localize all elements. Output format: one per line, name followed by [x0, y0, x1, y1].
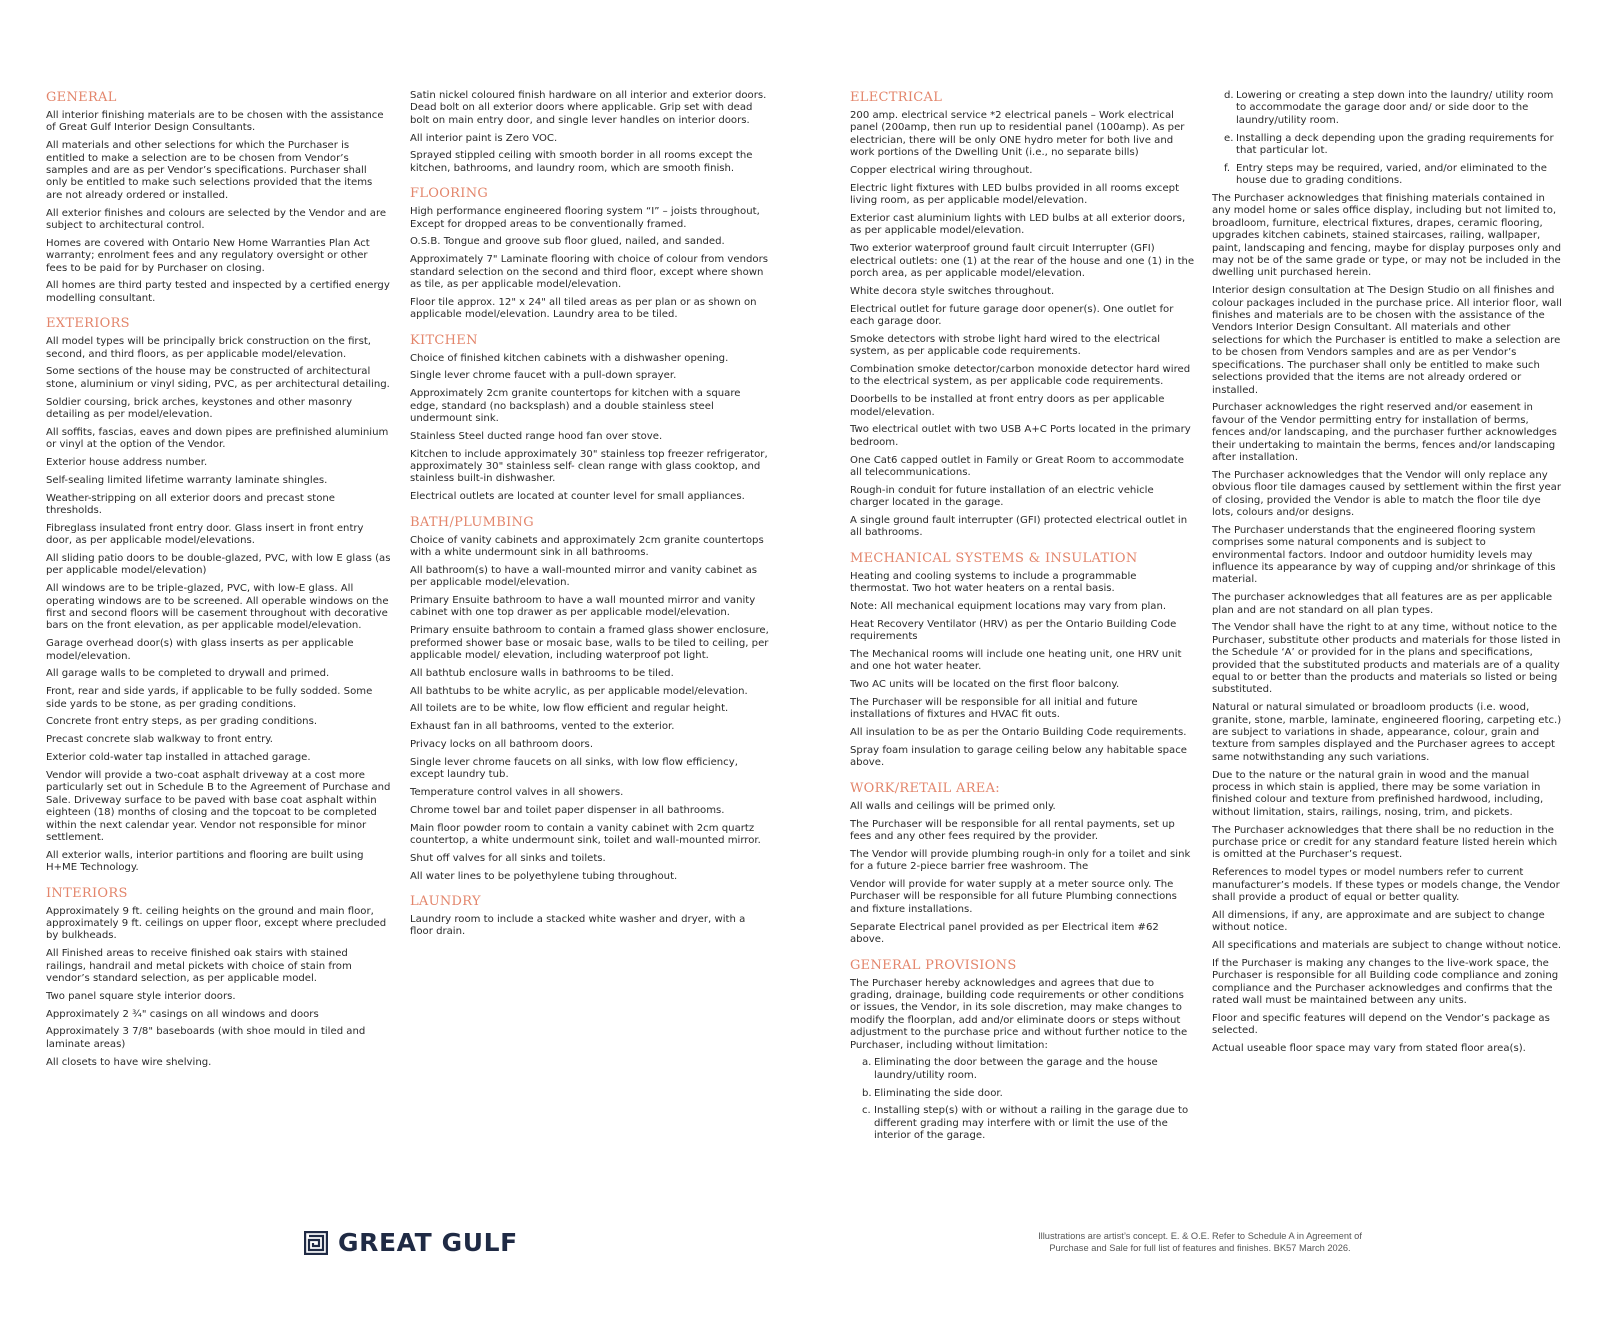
list-item-letter: e. [1224, 132, 1234, 144]
feature-item: All materials and other selections for which the Purchaser is entitled to make a selection are to be chosen from Vendor’s samples and are as per Vendor’s specifications. Purchaser shall only be entitled to make such selections provided that the items are not already ordered or installed. [46, 140, 373, 201]
feature-item: All water lines to be polyethylene tubing throughout. [410, 870, 678, 882]
feature-item: Two AC units will be located on the first floor balcony. [850, 679, 1120, 691]
list-item-text: Installing step(s) with or without a railing in the garage due to different grading may interfere with or limit the use of the interior of the garage. [874, 1105, 1189, 1142]
list-item-letter: b. [862, 1087, 872, 1099]
feature-item: Some sections of the house may be constructed of architectural stone, aluminium or vinyl siding, PVC, as per architectural detailing. [46, 366, 390, 390]
footer-disclaimer [1000, 1230, 1400, 1254]
feature-item: Sprayed stippled ceiling with smooth border in all rooms except the kitchen, bathrooms, and laundry room, which are smooth finish. [410, 150, 753, 174]
column-1 [46, 90, 391, 1080]
feature-item: Exterior cold-water tap installed in attached garage. [46, 752, 311, 764]
feature-item: All bathroom(s) to have a wall-mounted mirror and vanity cabinet as per applicable model/elevation. [410, 564, 758, 589]
feature-item: All closets to have wire shelving. [46, 1056, 212, 1068]
feature-item: The Mechanical rooms will include one heating unit, one HRV unit and one hot water heater. [850, 649, 1182, 673]
section-heading: INTERIORS [46, 885, 128, 901]
feature-item: Approximately 2 ¾" casings on all windows and doors [46, 1008, 319, 1020]
feature-item: Heat Recovery Ventilator (HRV) as per the Ontario Building Code requirements [850, 618, 1177, 643]
section-electrical [850, 90, 1195, 540]
feature-item: Laundry room to include a stacked white washer and dryer, with a floor drain. [410, 914, 746, 938]
feature-item: Kitchen to include approximately 30" stainless top freezer refrigerator, approximately 30" stainless self- clean range with glass cooktop, and stainless built-in dishwasher. [410, 448, 768, 485]
feature-item: Single lever chrome faucets on all sinks, with low flow efficiency, except laundry tub. [410, 756, 738, 781]
feature-item: Rough-in conduit for future installation of an electric vehicle charger located in the garage. [850, 484, 1154, 509]
list-item-letter: c. [862, 1105, 871, 1117]
column-2 [410, 90, 770, 950]
section-work-retail-area [850, 781, 1195, 947]
feature-item: Approximately 7" Laminate flooring with choice of colour from vendors standard selection on the second and third floor, except where shown as tile, as per applicable model/elevation. [410, 254, 769, 291]
feature-item: Exterior cast aluminium lights with LED bulbs at all exterior doors, as per applicable model/elevation. [850, 213, 1186, 237]
feature-item: Shut off valves for all sinks and toilets. [410, 852, 606, 864]
feature-item: The Purchaser will be responsible for all initial and future installations of fixtures and HVAC fit outs. [850, 697, 1138, 721]
section-exteriors [46, 316, 391, 874]
list-item-letter: d. [1224, 90, 1234, 101]
feature-item: Single lever chrome faucet with a pull-down sprayer. [410, 370, 677, 382]
feature-item: High performance engineered flooring system “I” – joists throughout, Except for dropped areas to be conventionally framed. [410, 206, 760, 230]
provision-item: The purchaser acknowledges that all features are as per applicable plan and are not standard on all plan types. [1212, 592, 1553, 616]
feature-item: All interior paint is Zero VOC. [410, 132, 558, 144]
lettered-list-item [850, 1057, 1195, 1082]
feature-item: Garage overhead door(s) with glass inserts as per applicable model/elevation. [46, 638, 354, 662]
list-item-text: Lowering or creating a step down into the laundry/ utility room to accommodate the garage door and/ or side door to the laundry/utility room. [1236, 90, 1554, 126]
feature-item: Spray foam insulation to garage ceiling below any habitable space above. [850, 745, 1187, 769]
lettered-list-item [1212, 90, 1562, 127]
feature-item: Homes are covered with Ontario New Home Warranties Plan Act warranty; enrolment fees and any regulatory oversight or other fees to be paid for by Purchaser on closing. [46, 237, 370, 274]
provision-item: Due to the nature or the natural grain in wood and the manual process in which stain is applied, there may be some variation in finished colour and texture from prefinished hardwood, including, without limitation, stairs, railings, nosing, trim, and pickets. [1212, 769, 1544, 818]
feature-item: Self-sealing limited lifetime warranty laminate shingles. [46, 474, 328, 486]
feature-item: Choice of finished kitchen cabinets with a dishwasher opening. [410, 352, 729, 364]
feature-item: O.S.B. Tongue and groove sub floor glued, nailed, and sanded. [410, 236, 725, 248]
feature-item: All model types will be principally brick construction on the first, second, and third floors, as per applicable model/elevation. [46, 336, 372, 360]
feature-item: All bathtubs to be white acrylic, as per applicable model/elevation. [410, 685, 748, 697]
feature-item: All walls and ceilings will be primed only. [850, 800, 1056, 812]
feature-item: All exterior finishes and colours are selected by the Vendor and are subject to architectural control. [46, 207, 387, 232]
feature-item: Primary ensuite bathroom to contain a framed glass shower enclosure, preformed shower base or mosaic base, walls to be tiled to ceiling, per applicable model/ elevation, including waterproof pot light. [410, 625, 769, 662]
lettered-list [1212, 90, 1562, 188]
provision-item: All specifications and materials are subject to change without notice. [1212, 940, 1562, 952]
feature-item: Fibreglass insulated front entry door. Glass insert in front entry door, as per applicable model/elevations. [46, 522, 364, 547]
provision-item: All dimensions, if any, are approximate and are subject to change without notice. [1212, 909, 1545, 934]
provision-item: Interior design consultation at The Design Studio on all finishes and colour packages included in the purchase price. All interior floor, wall finishes and materials are to be chosen with the assistance of the Vendors Interior Design Consultant. All materials and other selections for which the Purchaser is entitled to make a selection are to be chosen from Vendors samples and are as per Vendor’s specifications. The purchaser shall only be entitled to make such selections provided that the items are not already ordered or installed. [1212, 285, 1562, 396]
list-item-letter: a. [862, 1057, 872, 1069]
feature-item: Floor tile approx. 12" x 24" all tiled areas as per plan or as shown on applicable model/elevation. Laundry area to be tiled. [410, 296, 757, 321]
section-general-provisions [850, 958, 1195, 1143]
feature-item: Two electrical outlet with two USB A+C Ports located in the primary bedroom. [850, 424, 1191, 448]
section-heading: ELECTRICAL [850, 90, 943, 105]
footer-line-2: Purchase and Sale for full list of features and finishes. BK57 March 2026. [1049, 1243, 1351, 1253]
feature-item: Chrome towel bar and toilet paper dispenser in all bathrooms. [410, 804, 725, 816]
lettered-list [850, 1057, 1195, 1142]
feature-item: All insulation to be as per the Ontario Building Code requirements. [850, 727, 1187, 739]
column-4 [1212, 90, 1562, 1066]
feature-item: Two exterior waterproof ground fault circuit Interrupter (GFI) electrical outlets: one (1) at the rear of the house and one (1) in the porch area, as per applicable model/elevation. [850, 243, 1195, 280]
provision-item: References to model types or model numbers refer to current manufacturer’s models. If these types or models change, the Vendor shall provide a product of equal or better quality. [1212, 867, 1560, 904]
section-heading: BATH/PLUMBING [410, 514, 534, 530]
feature-item: Smoke detectors with strobe light hard wired to the electrical system, as per applicable code requirements. [850, 333, 1161, 358]
feature-item: Temperature control valves in all showers. [410, 787, 624, 799]
feature-item: Front, rear and side yards, if applicable to be fully sodded. Some side yards to be stone, as per grading conditions. [46, 686, 373, 710]
feature-item: Main floor powder room to contain a vanity cabinet with 2cm quartz countertop, a white undermount sink, toilet and wall-mounted mirror. [410, 822, 761, 847]
section-kitchen [410, 333, 770, 504]
section-flooring [410, 186, 770, 321]
feature-item: All windows are to be triple-glazed, PVC, with low-E glass. All operating windows are to be screened. All operable windows on the first and second floors will be casement throughout with decorative bars on the front elevation, as per applicable model/elevation. [46, 583, 389, 632]
feature-item: One Cat6 capped outlet in Family or Great Room to accommodate all telecommunications. [850, 454, 1184, 479]
feature-item: Separate Electrical panel provided as per Electrical item #62 above. [850, 921, 1159, 946]
section-laundry [410, 894, 770, 939]
provision-item: The Purchaser acknowledges that finishing materials contained in any model home or sales office display, including but not limited to, broadloom, furniture, electrical fixtures, drapes, ceramic flooring, upgrades kitchen cabinets, stained staircases, railing, wallpaper, paint, landscaping and fencing, maybe for display purposes only and may not be of the same grade or type, or may not be included in the dwelling unit purchased herein. [1212, 193, 1562, 279]
provision-item: The Vendor shall have the right to at any time, without notice to the Purchaser, substitute other products and materials for those listed in the Schedule ‘A’ or provided for in the plans and specifications, provided that the substituted products and materials are of a quality equal to or better than the products and materials so listed or being substituted. [1212, 622, 1561, 696]
feature-item: Vendor will provide for water supply at a meter source only. The Purchaser will be responsible for all future Plumbing connections and fixture installations. [850, 879, 1177, 915]
feature-item: Two panel square style interior doors. [46, 990, 236, 1002]
section-heading: GENERAL [46, 90, 117, 105]
section-heading: EXTERIORS [46, 316, 130, 332]
footer-line-1: Illustrations are artist’s concept. E. & O.E. Refer to Schedule A in Agreement of [1038, 1231, 1362, 1241]
feature-item: All Finished areas to receive finished oak stairs with stained railings, handrail and metal pickets with choice of stain from vendor’s standard selection, as per applicable model. [46, 948, 352, 984]
provision-item: The Purchaser understands that the engineered flooring system comprises some natural components and is subject to environmental factors. Indoor and outdoor humidity levels may influence its appearance by way of cupping and/or shrinkage of this material. [1212, 524, 1556, 586]
section-continued [410, 90, 770, 175]
feature-item: Approximately 3 7/8" baseboards (with shoe mould in tiled and laminate areas) [46, 1026, 366, 1050]
section-heading: MECHANICAL SYSTEMS & INSULATION [850, 550, 1138, 566]
lettered-list-item [850, 1088, 1195, 1100]
provision-item: Floor and specific features will depend on the Vendor’s package as selected. [1212, 1012, 1550, 1037]
feature-item: Privacy locks on all bathroom doors. [410, 739, 594, 751]
section-heading: FLOORING [410, 186, 489, 202]
lettered-list-item [1212, 133, 1562, 158]
section-heading: WORK/RETAIL AREA: [850, 780, 1000, 796]
feature-item: Concrete front entry steps, as per grading conditions. [46, 716, 318, 728]
feature-item: The Purchaser will be responsible for all rental payments, set up fees and any other fees required by the provider. [850, 818, 1175, 843]
feature-item: Choice of vanity cabinets and approximately 2cm granite countertops with a white undermount sink in all bathrooms. [410, 534, 764, 559]
feature-item: All bathtub enclosure walls in bathrooms to be tiled. [410, 667, 674, 679]
provision-item: Natural or natural simulated or broadloom products (i.e. wood, granite, stone, marble, laminate, engineered flooring, carpeting etc.) are subject to variations in shade, appearance, colour, grain and texture from samples displayed and the Purchaser agrees to accept same notwithstanding any such variations. [1212, 702, 1562, 763]
list-item-text: Installing a deck depending upon the grading requirements for that particular lot. [1236, 132, 1554, 157]
feature-item: Exhaust fan in all bathrooms, vented to the exterior. [410, 721, 675, 733]
feature-item: Combination smoke detector/carbon monoxide detector hard wired to the electrical system, as per applicable code requirements. [850, 364, 1191, 388]
section-general-provisions-continued [1212, 90, 1562, 1055]
feature-item: All sliding patio doors to be double-glazed, PVC, with low E glass (as per applicable model/elevation) [46, 553, 391, 577]
list-item-letter: f. [1224, 162, 1231, 174]
feature-item: Primary Ensuite bathroom to have a wall mounted mirror and vanity cabinet with one top drawer as per applicable model/elevation. [410, 595, 756, 619]
provision-item: The Purchaser acknowledges that the Vendor will only replace any obvious floor tile damages caused by settlement within the first year of closing, provided the Vendor is able to match the floor tile dye lots, colours and/or designs. [1212, 469, 1562, 518]
lettered-list-item [1212, 163, 1562, 188]
feature-item: Exterior house address number. [46, 457, 208, 469]
feature-item: Approximately 9 ft. ceiling heights on the ground and main floor, approximately 9 ft. ceilings on upper floor, except where precluded by bulkheads. [46, 905, 387, 942]
feature-item: Approximately 2cm granite countertops for kitchen with a square edge, standard (no backsplash) and a double stainless steel undermount sink. [410, 388, 741, 425]
provision-item: Purchaser acknowledges the right reserved and/or easement in favour of the Vendor permitting entry for installation of berms, fences and/or landscaping, and the purchaser further acknowledges their undertaking to maintain the berms, fences and/or landscaping after installation. [1212, 402, 1557, 463]
section-general [46, 90, 391, 305]
feature-item: Doorbells to be installed at front entry doors as per applicable model/elevation. [850, 394, 1165, 418]
feature-item: A single ground fault interrupter (GFI) protected electrical outlet in all bathrooms. [850, 515, 1188, 539]
section-bath-plumbing [410, 515, 770, 883]
feature-item: The Purchaser hereby acknowledges and agrees that due to grading, drainage, building code requirements or other conditions or issues, the Vendor, in its sole discretion, may make changes to modify the floorplan, add and/or eliminate doors or steps without adjustment to the purchase price and without further notice to the Purchaser, including without limitation: [850, 977, 1188, 1051]
feature-item: Soldier coursing, brick arches, keystones and other masonry detailing as per model/elevation. [46, 396, 353, 421]
great-gulf-logo-mark-icon [304, 1231, 328, 1255]
section-heading: KITCHEN [410, 332, 478, 348]
feature-item: All interior finishing materials are to be chosen with the assistance of Great Gulf Interior Design Consultants. [46, 110, 384, 134]
feature-item: All soffits, fascias, eaves and down pipes are prefinished aluminium or vinyl at the option of the Vendor. [46, 426, 389, 451]
feature-item: White decora style switches throughout. [850, 285, 1055, 297]
brand-name: GREAT GULF [338, 1228, 518, 1257]
section-heading: GENERAL PROVISIONS [850, 957, 1017, 973]
great-gulf-logo [304, 1228, 518, 1257]
feature-item: Electrical outlets are located at counter level for small appliances. [410, 491, 745, 503]
feature-item: All garage walls to be completed to drywall and primed. [46, 668, 330, 680]
feature-item: Note: All mechanical equipment locations may vary from plan. [850, 601, 1167, 613]
provision-item: The Purchaser acknowledges that there shall be no reduction in the purchase price or credit for any standard feature listed herein which is omitted at the Purchaser’s request. [1212, 824, 1558, 861]
feature-item: Electric light fixtures with LED bulbs provided in all rooms except living room, as per applicable model/elevation. [850, 182, 1180, 207]
provision-item: If the Purchaser is making any changes to the live-work space, the Purchaser is responsible for all Building code compliance and zoning compliance and the Purchaser acknowledges and confirms that the rated wall must be maintained between any units. [1212, 957, 1559, 1007]
provision-item: Actual useable floor space may vary from stated floor area(s). [1212, 1043, 1526, 1055]
section-mechanical-systems-insulation [850, 551, 1195, 770]
feature-item: Satin nickel coloured finish hardware on all interior and exterior doors. Dead bolt on all exterior doors where applicable. Grip set with dead bolt on main entry door, and single lever handles on interior doors. [410, 90, 767, 126]
feature-item: 200 amp. electrical service *2 electrical panels – Work electrical panel (200amp, then run up to residential panel (100amp). As per electrician, there will be only ONE hydro meter for both live and work portions of the Dwelling Unit (i.e., no separate bills) [850, 110, 1185, 159]
list-item-text: Eliminating the door between the garage and the house laundry/utility room. [874, 1057, 1158, 1081]
feature-item: Electrical outlet for future garage door opener(s). One outlet for each garage door. [850, 303, 1174, 328]
feature-item: The Vendor will provide plumbing rough-in only for a toilet and sink for a future 2-piece barrier free washroom. The [850, 848, 1191, 873]
section-heading: LAUNDRY [410, 894, 481, 910]
feature-item: All homes are third party tested and inspected by a certified energy modelling consultant. [46, 280, 390, 304]
feature-item: Precast concrete slab walkway to front entry. [46, 734, 273, 746]
feature-item: All toilets are to be white, low flow efficient and regular height. [410, 703, 729, 715]
feature-item: Copper electrical wiring throughout. [850, 165, 1033, 177]
column-3 [850, 90, 1195, 1154]
list-item-text: Eliminating the side door. [874, 1087, 1003, 1099]
section-interiors [46, 886, 391, 1069]
lettered-list-item [850, 1105, 1195, 1142]
feature-item: All exterior walls, interior partitions and flooring are built using H+ME Technology. [46, 849, 364, 874]
feature-item: Stainless Steel ducted range hood fan over stove. [410, 430, 663, 442]
list-item-text: Entry steps may be required, varied, and/or eliminated to the house due to grading conditions. [1236, 162, 1547, 187]
feature-item: Weather-stripping on all exterior doors and precast stone thresholds. [46, 492, 336, 517]
feature-item: Heating and cooling systems to include a programmable thermostat. Two hot water heaters on a rental basis. [850, 570, 1137, 595]
feature-item: Vendor will provide a two-coat asphalt driveway at a cost more particularly set out in Schedule B to the Agreement of Purchase and Sale. Driveway surface to be paved with base coat asphalt within eighteen (18) months of closing and the topcoat to be completed within the next calendar year. Vendor not responsible for minor settlement. [46, 769, 391, 843]
